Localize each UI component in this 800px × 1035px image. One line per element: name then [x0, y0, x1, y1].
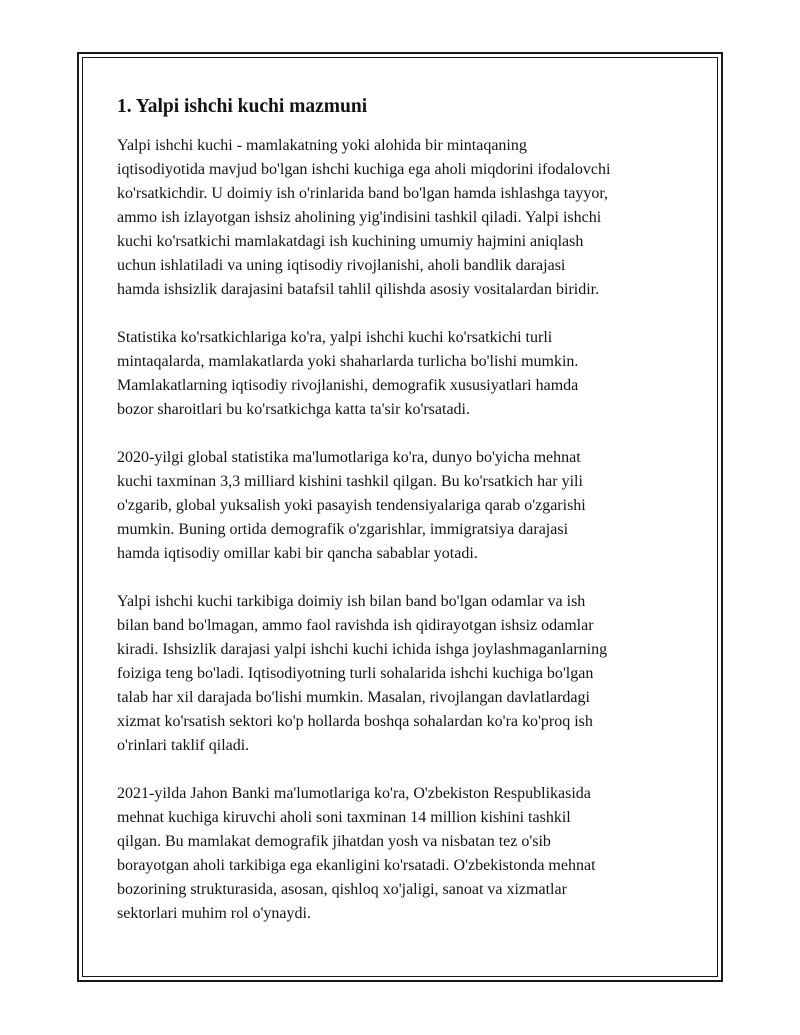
- paragraph-line: 2021-yilda Jahon Banki ma'lumotlariga ko'ra, O'zbekiston Respublikasida: [117, 785, 591, 802]
- paragraph-line: Yalpi ishchi kuchi - mamlakatning yoki alohida bir mintaqaning: [117, 137, 527, 154]
- section-heading: 1. Yalpi ishchi kuchi mazmuni: [117, 96, 368, 117]
- paragraph-line: uchun ishlatiladi va uning iqtisodiy rivojlanishi, aholi bandlik darajasi: [117, 257, 566, 274]
- paragraph-line: ko'rsatkichdir. U doimiy ish o'rinlarida band bo'lgan hamda ishlashga tayyor,: [117, 185, 609, 202]
- paragraph-line: borayotgan aholi tarkibiga ega ekanligini ko'rsatadi. O'zbekistonda mehnat: [117, 857, 596, 874]
- paragraph: [117, 782, 687, 926]
- paragraph-line: Mamlakatlarning iqtisodiy rivojlanishi, demografik xususiyatlari hamda: [117, 377, 579, 394]
- paragraph: [117, 326, 687, 422]
- paragraph-container: [117, 134, 687, 926]
- paragraph-line: kuchi ko'rsatkichi mamlakatdagi ish kuchining umumiy hajmini aniqlash: [117, 233, 584, 250]
- paragraph-line: bozorining strukturasida, asosan, qishloq xo'jaligi, sanoat va xizmatlar: [117, 881, 567, 898]
- paragraph-line: mumkin. Buning ortida demografik o'zgarishlar, immigratsiya darajasi: [117, 521, 569, 538]
- paragraph-line: iqtisodiyotida mavjud bo'lgan ishchi kuchiga ega aholi miqdorini ifodalovchi: [117, 161, 611, 178]
- paragraph-line: sektorlari muhim rol o'ynaydi.: [117, 905, 311, 922]
- paragraph: [117, 590, 687, 758]
- paragraph-line: kiradi. Ishsizlik darajasi yalpi ishchi kuchi ichida ishga joylashmaganlarning: [117, 641, 608, 658]
- paragraph-line: hamda ishsizlik darajasini batafsil tahlil qilishda asosiy vositalardan biridir.: [117, 281, 600, 298]
- paragraph-line: bilan band bo'lmagan, ammo faol ravishda ish qidirayotgan ishsiz odamlar: [117, 617, 594, 634]
- paragraph: [117, 446, 687, 566]
- paragraph-line: 2020-yilgi global statistika ma'lumotlariga ko'ra, dunyo bo'yicha mehnat: [117, 449, 581, 466]
- document-body: [117, 94, 687, 950]
- paragraph-line: Yalpi ishchi kuchi tarkibiga doimiy ish bilan band bo'lgan odamlar va ish: [117, 593, 586, 610]
- paragraph-line: o'rinlari taklif qiladi.: [117, 737, 250, 754]
- paragraph-line: talab har xil darajada bo'lishi mumkin. Masalan, rivojlangan davlatlardagi: [117, 689, 590, 706]
- paragraph-line: ammo ish izlayotgan ishsiz aholining yig'indisini tashkil qiladi. Yalpi ishchi: [117, 209, 602, 226]
- paragraph-line: bozor sharoitlari bu ko'rsatkichga katta ta'sir ko'rsatadi.: [117, 401, 470, 418]
- paragraph-line: mintaqalarda, mamlakatlarda yoki shaharlarda turlicha bo'lishi mumkin.: [117, 353, 579, 370]
- paragraph-line: hamda iqtisodiy omillar kabi bir qancha sabablar yotadi.: [117, 545, 478, 562]
- paragraph: [117, 134, 687, 302]
- paragraph-line: o'zgarib, global yuksalish yoki pasayish tendensiyalariga qarab o'zgarishi: [117, 497, 586, 514]
- paragraph-line: kuchi taxminan 3,3 milliard kishini tashkil qilgan. Bu ko'rsatkich har yili: [117, 473, 583, 490]
- paragraph-line: Statistika ko'rsatkichlariga ko'ra, yalpi ishchi kuchi ko'rsatkichi turli: [117, 329, 553, 346]
- paragraph-line: qilgan. Bu mamlakat demografik jihatdan yosh va nisbatan tez o'sib: [117, 833, 551, 850]
- paragraph-line: foiziga teng bo'ladi. Iqtisodiyotning turli sohalarida ishchi kuchiga bo'lgan: [117, 665, 594, 682]
- paragraph-line: mehnat kuchiga kiruvchi aholi soni taxminan 14 million kishini tashkil: [117, 809, 571, 826]
- paragraph-line: xizmat ko'rsatish sektori ko'p hollarda boshqa sohalardan ko'ra ko'proq ish: [117, 713, 593, 730]
